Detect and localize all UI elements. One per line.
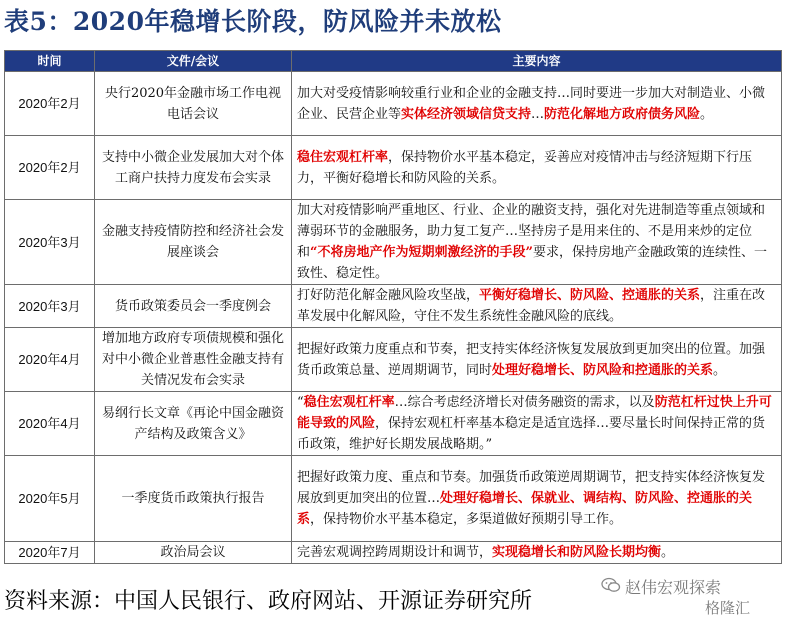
cell-time: 2020年2月 [5,72,95,136]
content-text: ，保持物价水平基本稳定，多渠道做好预期引导工作。 [310,512,623,527]
content-text: 。 [700,106,714,122]
table-row [5,200,782,285]
content-text: …综合考虑经济增长对债务融资的需求，以及 [394,395,655,410]
header-content: 主要内容 [292,51,782,72]
cell-time: 2020年5月 [5,456,95,542]
highlighted-text: 实体经济领域信贷支持 [401,106,532,122]
cell-time: 2020年2月 [5,136,95,200]
cell-content [292,72,782,136]
highlighted-text: 防范杠杆过快上升可能导致的风险 [297,395,772,431]
cell-document: 一季度货币政策执行报告 [95,456,292,542]
content-text: ，保持物价水平基本稳定，妥善应对疫情冲击与经济短期下行压力，平衡好稳增长和防风险的关系。 [297,149,753,186]
cell-content [292,456,782,542]
header-document: 文件/会议 [95,51,292,72]
header-time: 时间 [5,51,95,72]
content-text: 加大对受疫情影响较重行业和企业的金融支持…同时要进一步加大对制造业、小微企业、民营企业等 [297,85,766,122]
cell-document: 央行2020年金融市场工作电视电话会议 [95,72,292,136]
content-text: 加大对疫情影响严重地区、行业、企业的融资支持，强化对先进制造等重点领域和薄弱环节的金融服务，助力复工复产…坚持房子是用来住的、不是用来炒的定位和 [297,203,766,260]
cell-document: 政治局会议 [95,542,292,564]
table-row [5,456,782,542]
highlighted-text: 防范化解地方政府债务风险 [544,106,701,122]
watermark-account: 赵伟宏观探索 [625,578,722,597]
cell-time: 2020年4月 [5,328,95,392]
cell-document: 易纲行长文章《再论中国金融资产结构及政策含义》 [95,392,292,456]
source-note: 资料来源：中国人民银行、政府网站、开源证券研究所 [4,589,533,614]
content-text: ，注重在改革发展中化解风险，守住不发生系统性金融风险的底线。 [297,288,766,324]
cell-document: 增加地方政府专项债规模和强化对中小微企业普惠性金融支持有关情况发布会实录 [95,328,292,392]
cell-time: 2020年3月 [5,200,95,285]
highlighted-text: 平衡好稳增长、防风险、控通胀的关系 [479,288,701,303]
highlighted-text: 稳住宏观杠杆率 [297,149,389,165]
content-text: 完善宏观调控跨周期设计和调节， [297,545,493,560]
content-text: 。 [661,545,675,560]
cell-time: 2020年3月 [5,285,95,328]
content-text: 把握好政策力度重点和节奏，把支持实体经济恢复发展放到更加突出的位置。加强货币政策总量、逆周期调节，同时 [297,341,766,378]
watermark [601,574,779,618]
cell-content [292,200,782,285]
cell-content [292,542,782,564]
content-text: 。 [713,362,727,378]
table-row [5,392,782,456]
table-row [5,328,782,392]
cell-document: 支持中小微企业发展加大对个体工商户扶持力度发布会实录 [95,136,292,200]
cell-content [292,285,782,328]
cell-document: 金融支持疫情防控和经济社会发展座谈会 [95,200,292,285]
cell-content [292,328,782,392]
content-text: “ [297,395,304,410]
table-row [5,72,782,136]
content-text: ，保持宏观杠杆率基本稳定是适宜选择…要尽量长时间保持正常的货币政策，维护好长期发展战略期。” [297,416,766,452]
highlighted-text: 处理好稳增长、保就业、调结构、防风险、控通胀的关系 [297,491,753,527]
page-title: 表5：2020年稳增长阶段，防风险并未放松 [4,7,502,36]
cell-content [292,392,782,456]
highlighted-text: 处理好稳增长、防风险和控通胀的关系 [492,362,714,378]
cell-document: 货币政策委员会一季度例会 [95,285,292,328]
content-text: … [531,106,545,122]
cell-time: 2020年7月 [5,542,95,564]
content-text: 打好防范化解金融风险攻坚战， [297,288,480,303]
content-text: 把握好政策力度、重点和节奏。加强货币政策逆周期调节，把支持实体经济恢复发展放到更加突出的位置… [297,470,766,506]
table-row [5,542,782,564]
cell-time: 2020年4月 [5,392,95,456]
wechat-icon [601,577,621,597]
policy-table [4,50,782,564]
highlighted-text: “不将房地产作为短期刺激经济的手段” [310,245,533,260]
table-header-row [5,51,782,72]
highlighted-text: 稳住宏观杠杆率 [303,395,395,410]
table-row [5,285,782,328]
table-row [5,136,782,200]
highlighted-text: 实现稳增长和防风险长期均衡 [492,545,662,560]
watermark-brand: 格隆汇 [705,599,751,617]
content-text: 要求，保持房地产金融政策的连续性、一致性、稳定性。 [297,245,767,281]
cell-content [292,136,782,200]
